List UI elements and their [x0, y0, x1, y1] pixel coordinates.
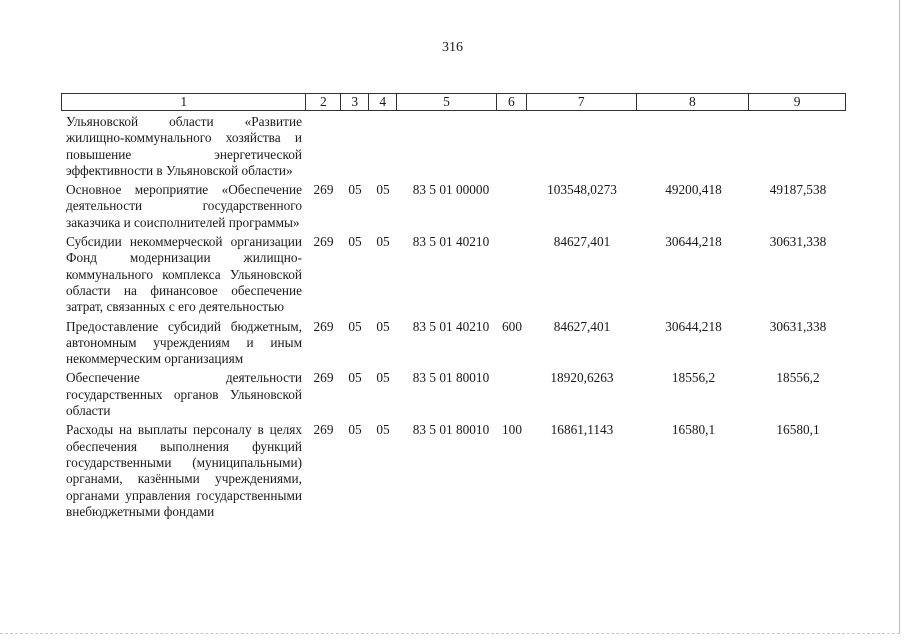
header-col-8: 8 — [637, 94, 750, 110]
row-subsection-code: 05 — [376, 422, 390, 438]
header-col-6: 6 — [497, 94, 527, 110]
row-amount-3 — [750, 114, 846, 179]
row-amount-2: 30644,218 — [665, 318, 722, 334]
row-amount-1: 103548,0273 — [547, 182, 617, 198]
table-header — [61, 93, 846, 111]
row-target-article: 83 5 01 80010 — [412, 422, 490, 438]
row-target-article: 83 5 01 40210 — [412, 318, 490, 334]
row-description: Предоставление субсидий бюджетным, автономным учреждениям и иным некоммерческим организациям — [66, 318, 302, 367]
row-amount-1: 18920,6263 — [550, 370, 614, 386]
row-ministry-code: 269 — [313, 234, 334, 250]
page-number: 316 — [442, 40, 463, 55]
row-section-code: 05 — [348, 234, 362, 250]
row-amount-2: 18556,2 — [671, 370, 716, 386]
row-section-code — [341, 114, 369, 179]
row-description: Субсидии некоммерческой организации Фонд модернизации жилищно-коммунального комплекса Ульяновской области на финансовое обеспечение затрат, связанных с его деятельностью — [66, 234, 302, 315]
header-col-9: 9 — [793, 94, 801, 109]
row-amount-3: 30631,338 — [769, 234, 827, 250]
row-amount-1: 84627,401 — [553, 234, 611, 250]
row-amount-3: 16580,1 — [776, 422, 820, 438]
row-subsection-code: 05 — [376, 318, 390, 334]
row-amount-2: 49200,418 — [665, 182, 722, 198]
row-expense-type — [497, 234, 527, 315]
row-ministry-code: 269 — [313, 318, 334, 334]
row-description: Основное мероприятие «Обеспечение деятельности государственного заказчика и соисполнителей программы» — [66, 182, 302, 230]
row-ministry-code: 269 — [313, 422, 334, 438]
row-expense-type: 600 — [502, 318, 522, 334]
row-amount-1: 84627,401 — [553, 318, 611, 334]
row-amount-3: 30631,338 — [769, 318, 827, 334]
row-description: Обеспечение деятельности государственных органов Ульяновской области — [66, 370, 302, 419]
row-target-article: 83 5 01 40210 — [412, 234, 490, 250]
row-amount-2: 16580,1 — [671, 422, 716, 438]
row-section-code: 05 — [348, 318, 362, 334]
row-subsection-code: 05 — [376, 182, 390, 198]
table-row — [61, 319, 846, 368]
header-col-1: 1 — [62, 94, 306, 110]
header-col-2: 2 — [306, 94, 341, 110]
row-amount-3: 18556,2 — [776, 370, 820, 386]
row-amount-1: 16861,1143 — [550, 422, 614, 438]
row-ministry-code: 269 — [313, 182, 334, 198]
row-amount-1 — [527, 114, 637, 179]
row-ministry-code: 269 — [313, 370, 334, 386]
header-col-4: 4 — [369, 94, 397, 110]
row-section-code: 05 — [348, 422, 362, 438]
row-subsection-code: 05 — [376, 234, 390, 250]
row-section-code: 05 — [348, 182, 362, 198]
row-subsection-code — [369, 114, 397, 179]
row-target-article — [397, 114, 497, 179]
row-ministry-code — [306, 114, 341, 179]
row-target-article: 83 5 01 80010 — [412, 370, 490, 386]
row-target-article: 83 5 01 00000 — [412, 182, 490, 198]
row-expense-type — [497, 114, 527, 179]
row-section-code: 05 — [348, 370, 362, 386]
table-row — [61, 114, 846, 179]
table-row — [61, 234, 846, 315]
row-description: Ульяновской области «Развитие жилищно-коммунального хозяйства и повышение энергетической эффективности в Ульяновской области» — [66, 114, 302, 178]
row-amount-2 — [637, 114, 750, 179]
row-expense-type — [497, 370, 527, 419]
row-amount-3: 49187,538 — [769, 182, 827, 198]
row-expense-type: 100 — [502, 422, 522, 438]
table-row — [61, 182, 846, 231]
header-col-5: 5 — [397, 94, 497, 110]
row-amount-2: 30644,218 — [665, 234, 722, 250]
table-row — [61, 422, 846, 520]
header-col-7: 7 — [527, 94, 637, 110]
row-description: Расходы на выплаты персоналу в целях обеспечения выполнения функций государственными (муниципальными) органами, казёнными учреждениями, органами управления государственными внебюджетными фондами — [66, 422, 302, 519]
table-body — [61, 114, 846, 523]
row-expense-type — [497, 182, 527, 231]
row-subsection-code: 05 — [376, 370, 390, 386]
table-row — [61, 370, 846, 419]
header-col-3: 3 — [341, 94, 369, 110]
